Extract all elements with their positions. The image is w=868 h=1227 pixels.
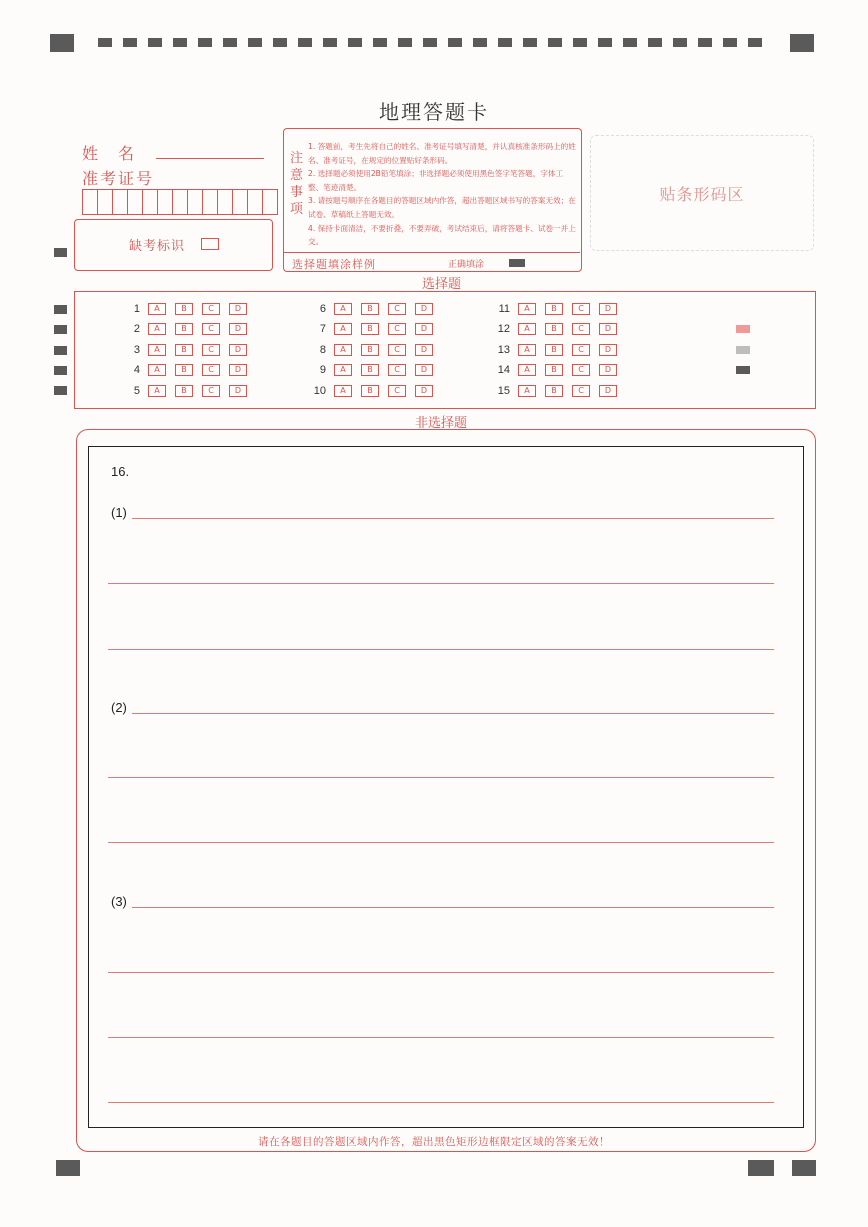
answer-line[interactable] — [108, 842, 774, 843]
timing-mark — [173, 38, 187, 47]
timing-mark — [523, 38, 537, 47]
option-bubble[interactable]: B — [545, 385, 563, 397]
question-number: 8 — [319, 344, 326, 356]
id-number-grid[interactable] — [82, 189, 277, 215]
absent-checkbox[interactable] — [201, 238, 219, 250]
option-bubble[interactable]: D — [229, 364, 247, 376]
choice-question — [118, 385, 256, 397]
choice-question — [304, 385, 442, 397]
barcode-label: 贴条形码区 — [659, 185, 745, 204]
question-number: 7 — [319, 323, 326, 335]
part-label: (1) — [111, 505, 127, 520]
option-bubble[interactable]: D — [599, 364, 617, 376]
answer-line[interactable] — [108, 649, 774, 650]
choice-question — [118, 364, 256, 376]
option-bubble[interactable]: C — [388, 323, 406, 335]
option-bubble[interactable]: A — [148, 344, 166, 356]
option-bubble[interactable]: A — [518, 385, 536, 397]
question-number: 9 — [319, 364, 326, 376]
timing-mark — [298, 38, 312, 47]
part-label: (3) — [111, 894, 127, 909]
timing-mark — [598, 38, 612, 47]
option-bubble[interactable]: B — [175, 323, 193, 335]
part-label: (2) — [111, 700, 127, 715]
choice-question — [488, 323, 626, 335]
answer-line[interactable] — [108, 1037, 774, 1038]
choice-question — [304, 344, 442, 356]
answer-line[interactable] — [132, 713, 774, 714]
option-bubble[interactable]: B — [175, 385, 193, 397]
option-bubble[interactable]: C — [202, 344, 220, 356]
option-bubble[interactable]: A — [518, 364, 536, 376]
option-bubble[interactable]: D — [229, 303, 247, 315]
option-bubble[interactable]: B — [545, 323, 563, 335]
choice-question — [118, 344, 256, 356]
side-mark — [54, 305, 67, 314]
notice-item: 4. 保持卡面清洁，不要折叠，不要弄破，考试结束后，请将答题卡、试卷一并上交。 — [308, 223, 576, 247]
question-number: 6 — [319, 303, 326, 315]
option-bubble[interactable]: D — [415, 303, 433, 315]
question-number: 1 — [133, 303, 140, 315]
option-bubble[interactable]: C — [572, 364, 590, 376]
timing-mark — [398, 38, 412, 47]
question-number: 5 — [133, 385, 140, 397]
choice-question — [488, 385, 626, 397]
option-bubble[interactable]: C — [202, 364, 220, 376]
question-number: 2 — [133, 323, 140, 335]
notice-list — [308, 140, 576, 249]
notice-title: 注 意 事 项 — [290, 151, 304, 217]
notice-item: 2. 选择题必须使用2B铅笔填涂；非选择题必须使用黑色签字笔答题，字体工整、笔迹清楚。 — [308, 169, 564, 192]
notice-item: 3. 请按题号顺序在各题目的答题区域内作答，超出答题区域书写的答案无效；在试卷、草稿纸上答题无效。 — [308, 196, 576, 219]
option-bubble[interactable]: D — [415, 385, 433, 397]
timing-mark — [198, 38, 212, 47]
fill-sample-dark — [736, 366, 750, 374]
option-bubble[interactable]: C — [388, 303, 406, 315]
side-mark — [54, 346, 67, 355]
option-bubble[interactable]: A — [334, 323, 352, 335]
corner-mark-bottom-left — [56, 1160, 80, 1176]
option-bubble[interactable]: A — [148, 323, 166, 335]
corner-mark-top-right — [790, 34, 814, 52]
option-bubble[interactable]: A — [148, 364, 166, 376]
fill-sample-gray — [736, 346, 750, 354]
choice-question — [304, 323, 442, 335]
fill-sample-red — [736, 325, 750, 333]
option-bubble[interactable]: D — [229, 323, 247, 335]
option-bubble[interactable]: C — [202, 303, 220, 315]
option-bubble[interactable]: C — [572, 303, 590, 315]
option-bubble[interactable]: B — [361, 344, 379, 356]
choice-question — [488, 303, 626, 315]
option-bubble[interactable]: B — [361, 303, 379, 315]
footer-warning: 请在各题目的答题区域内作答，超出黑色矩形边框限定区域的答案无效！ — [258, 1136, 610, 1148]
option-bubble[interactable]: C — [572, 385, 590, 397]
timing-mark — [323, 38, 337, 47]
timing-mark — [348, 38, 362, 47]
option-bubble[interactable]: B — [545, 364, 563, 376]
option-bubble[interactable]: B — [175, 303, 193, 315]
option-bubble[interactable]: C — [202, 385, 220, 397]
non-choice-section-label: 非选择题 — [415, 416, 468, 431]
question-number: 13 — [497, 344, 510, 356]
answer-line[interactable] — [132, 518, 774, 519]
timing-mark — [248, 38, 262, 47]
option-bubble[interactable]: D — [229, 385, 247, 397]
page-title: 地理答题卡 — [379, 100, 489, 124]
side-mark — [54, 248, 67, 257]
question-number: 12 — [497, 323, 510, 335]
notice-divider — [283, 252, 580, 253]
option-bubble[interactable]: B — [361, 385, 379, 397]
choice-question — [118, 323, 256, 335]
id-label: 准考证号 — [82, 169, 155, 188]
absent-label: 缺考标识 — [129, 239, 186, 254]
timing-mark — [423, 38, 437, 47]
timing-mark — [698, 38, 712, 47]
question-number: 3 — [133, 344, 140, 356]
option-bubble[interactable]: B — [545, 344, 563, 356]
side-mark — [54, 386, 67, 395]
name-label: 姓 名 — [82, 144, 137, 163]
option-bubble[interactable]: C — [572, 344, 590, 356]
barcode-area — [590, 135, 814, 251]
option-bubble[interactable]: B — [545, 303, 563, 315]
timing-mark — [473, 38, 487, 47]
option-bubble[interactable]: A — [518, 323, 536, 335]
timing-mark — [98, 38, 112, 47]
name-field[interactable] — [156, 142, 264, 159]
option-bubble[interactable]: C — [202, 323, 220, 335]
correct-fill-label: 正确填涂 — [448, 260, 485, 270]
option-bubble[interactable]: C — [572, 323, 590, 335]
choice-question — [304, 303, 442, 315]
absent-box — [74, 219, 273, 271]
timing-mark — [648, 38, 662, 47]
option-bubble[interactable]: A — [334, 385, 352, 397]
question-number: 14 — [497, 364, 510, 376]
question-number: 4 — [133, 364, 140, 376]
fill-example-label: 选择题填涂样例 — [292, 258, 376, 271]
choice-question — [304, 364, 442, 376]
correct-fill-sample — [509, 259, 525, 267]
answer-line[interactable] — [108, 1102, 774, 1103]
choice-question — [488, 344, 626, 356]
timing-mark — [273, 38, 287, 47]
option-bubble[interactable]: C — [388, 364, 406, 376]
timing-mark — [123, 38, 137, 47]
timing-mark — [148, 38, 162, 47]
option-bubble[interactable]: A — [518, 303, 536, 315]
question-number: 15 — [497, 385, 510, 397]
notice-item: 1. 答题前，考生先将自己的姓名、准考证号填写清楚，并认真核准条形码上的姓名、准考证号，在规定的位置贴好条形码。 — [308, 142, 576, 165]
timing-mark — [748, 38, 762, 47]
timing-mark — [673, 38, 687, 47]
timing-mark — [373, 38, 387, 47]
question-number: 11 — [498, 303, 510, 315]
option-bubble[interactable]: A — [148, 385, 166, 397]
answer-line[interactable] — [108, 972, 774, 973]
option-bubble[interactable]: B — [361, 323, 379, 335]
corner-mark-bottom-right-a — [748, 1160, 774, 1176]
corner-mark-top-left — [50, 34, 74, 52]
timing-mark — [223, 38, 237, 47]
answer-area[interactable] — [88, 446, 804, 1128]
option-bubble[interactable]: A — [518, 344, 536, 356]
choice-question — [488, 364, 626, 376]
timing-mark — [448, 38, 462, 47]
option-bubble[interactable]: D — [415, 364, 433, 376]
side-mark — [54, 325, 67, 334]
option-bubble[interactable]: A — [334, 303, 352, 315]
timing-mark — [573, 38, 587, 47]
option-bubble[interactable]: D — [415, 323, 433, 335]
question-number: 10 — [313, 385, 326, 397]
corner-mark-bottom-right-b — [792, 1160, 816, 1176]
answer-line[interactable] — [108, 583, 774, 584]
timing-mark — [498, 38, 512, 47]
option-bubble[interactable]: A — [334, 344, 352, 356]
option-bubble[interactable]: A — [334, 364, 352, 376]
answer-line[interactable] — [132, 907, 774, 908]
option-bubble[interactable]: B — [361, 364, 379, 376]
choice-section-label: 选择题 — [422, 277, 462, 292]
timing-mark — [723, 38, 737, 47]
timing-mark — [548, 38, 562, 47]
option-bubble[interactable]: C — [388, 385, 406, 397]
option-bubble[interactable]: B — [175, 344, 193, 356]
option-bubble[interactable]: A — [148, 303, 166, 315]
choice-question — [118, 303, 256, 315]
option-bubble[interactable]: D — [229, 344, 247, 356]
option-bubble[interactable]: D — [599, 385, 617, 397]
option-bubble[interactable]: D — [599, 323, 617, 335]
option-bubble[interactable]: B — [175, 364, 193, 376]
option-bubble[interactable]: C — [388, 344, 406, 356]
timing-mark — [623, 38, 637, 47]
answer-line[interactable] — [108, 777, 774, 778]
option-bubble[interactable]: D — [599, 303, 617, 315]
option-bubble[interactable]: D — [599, 344, 617, 356]
option-bubble[interactable]: D — [415, 344, 433, 356]
question-number: 16. — [111, 464, 130, 479]
side-mark — [54, 366, 67, 375]
